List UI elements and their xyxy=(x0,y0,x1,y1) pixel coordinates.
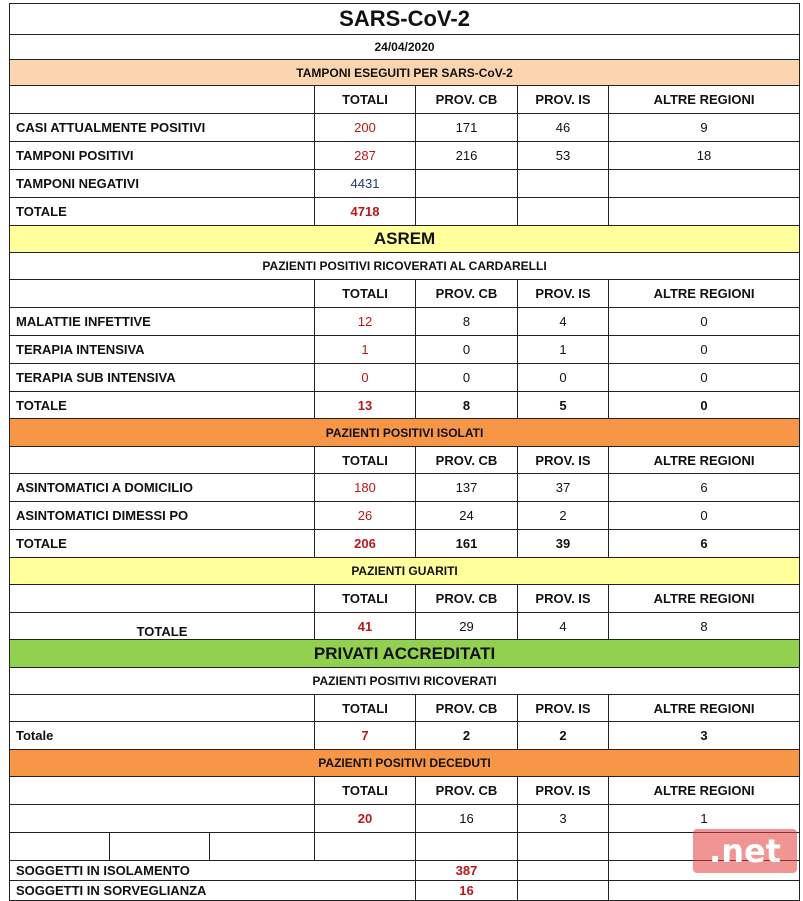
value-is: 1 xyxy=(518,336,609,364)
value-totali: 7 xyxy=(315,722,416,750)
value-totali: 20 xyxy=(315,805,416,833)
value-altre: 6 xyxy=(609,530,800,558)
value-is: 5 xyxy=(518,392,609,419)
value-cb: 137 xyxy=(416,474,518,502)
row-label: TAMPONI NEGATIVI xyxy=(10,170,315,198)
value-cb: 0 xyxy=(416,336,518,364)
value-cb: 24 xyxy=(416,502,518,530)
value-cb: 8 xyxy=(416,308,518,336)
table-row xyxy=(10,502,800,530)
isolati-column-headers xyxy=(10,447,800,474)
table-row xyxy=(10,613,800,640)
value-cb xyxy=(416,170,518,198)
value-is: 0 xyxy=(518,364,609,392)
col-header-totali: TOTALI xyxy=(315,585,416,613)
value-cb: 2 xyxy=(416,722,518,750)
value-cb: 216 xyxy=(416,142,518,170)
tamponi-heading-row xyxy=(10,60,800,86)
value-cb: 8 xyxy=(416,392,518,419)
value-altre: 0 xyxy=(609,502,800,530)
title-row xyxy=(10,4,800,35)
footer-row xyxy=(10,861,800,881)
guariti-column-headers xyxy=(10,585,800,613)
value-altre: 0 xyxy=(609,364,800,392)
row-label: TOTALE xyxy=(10,198,315,226)
table-row xyxy=(10,474,800,502)
value-altre: 8 xyxy=(609,613,800,640)
col-header-totali: TOTALI xyxy=(315,280,416,308)
privati-heading: PRIVATI ACCREDITATI xyxy=(10,640,800,668)
table-row xyxy=(10,530,800,558)
col-header-totali: TOTALI xyxy=(315,447,416,474)
value-totali: 1 xyxy=(315,336,416,364)
table-row xyxy=(10,364,800,392)
value-totali: 4431 xyxy=(315,170,416,198)
value-is: 37 xyxy=(518,474,609,502)
col-header-altre: ALTRE REGIONI xyxy=(609,585,800,613)
covid-report-table xyxy=(9,3,800,901)
col-header-altre: ALTRE REGIONI xyxy=(609,86,800,114)
table-row xyxy=(10,336,800,364)
asrem-column-headers xyxy=(10,280,800,308)
row-label: Totale xyxy=(10,722,315,750)
value-cb: 29 xyxy=(416,613,518,640)
site-watermark: .net xyxy=(693,829,797,873)
value-cb: 161 xyxy=(416,530,518,558)
value-totali: 4718 xyxy=(315,198,416,226)
isolati-heading-row xyxy=(10,419,800,447)
row-label: TOTALE xyxy=(10,392,315,419)
value-is: 4 xyxy=(518,613,609,640)
tamponi-heading: TAMPONI ESEGUITI PER SARS-CoV-2 xyxy=(10,60,800,86)
guariti-heading-row xyxy=(10,558,800,585)
col-header-totali: TOTALI xyxy=(315,777,416,805)
value-totali: 200 xyxy=(315,114,416,142)
value-is: 2 xyxy=(518,722,609,750)
value-altre: 6 xyxy=(609,474,800,502)
col-header-is: PROV. IS xyxy=(518,695,609,722)
value-is: 53 xyxy=(518,142,609,170)
col-header-altre: ALTRE REGIONI xyxy=(609,280,800,308)
value-is: 3 xyxy=(518,805,609,833)
value-altre: 3 xyxy=(609,722,800,750)
row-label: ASINTOMATICI A DOMICILIO xyxy=(10,474,315,502)
col-header-totali: TOTALI xyxy=(315,86,416,114)
col-header-cb: PROV. CB xyxy=(416,777,518,805)
deceduti-heading: PAZIENTI POSITIVI DECEDUTI xyxy=(10,750,800,777)
row-label: MALATTIE INFETTIVE xyxy=(10,308,315,336)
table-row xyxy=(10,722,800,750)
value-altre xyxy=(609,170,800,198)
col-header-is: PROV. IS xyxy=(518,280,609,308)
col-header-cb: PROV. CB xyxy=(416,695,518,722)
row-label: TERAPIA INTENSIVA xyxy=(10,336,315,364)
isolati-heading: PAZIENTI POSITIVI ISOLATI xyxy=(10,419,800,447)
row-label: TOTALE xyxy=(10,613,315,640)
privati-column-headers xyxy=(10,695,800,722)
value-is: 4 xyxy=(518,308,609,336)
value-totali: 287 xyxy=(315,142,416,170)
col-header-is: PROV. IS xyxy=(518,447,609,474)
table-row xyxy=(10,805,800,833)
row-label: CASI ATTUALMENTE POSITIVI xyxy=(10,114,315,142)
report-title: SARS-CoV-2 xyxy=(10,4,800,35)
value-cb: 0 xyxy=(416,364,518,392)
col-header-is: PROV. IS xyxy=(518,585,609,613)
asrem-heading: ASREM xyxy=(10,226,800,253)
value-totali: 206 xyxy=(315,530,416,558)
value-totali: 0 xyxy=(315,364,416,392)
col-header-totali: TOTALI xyxy=(315,695,416,722)
value-altre: 0 xyxy=(609,336,800,364)
value-is: 46 xyxy=(518,114,609,142)
row-label: ASINTOMATICI DIMESSI PO xyxy=(10,502,315,530)
value-altre: 9 xyxy=(609,114,800,142)
row-label: TAMPONI POSITIVI xyxy=(10,142,315,170)
value-altre: 18 xyxy=(609,142,800,170)
value-cb: 16 xyxy=(416,805,518,833)
privati-subheading: PAZIENTI POSITIVI RICOVERATI xyxy=(10,668,800,695)
col-header-altre: ALTRE REGIONI xyxy=(609,777,800,805)
footer-value: 387 xyxy=(416,861,518,881)
value-totali: 12 xyxy=(315,308,416,336)
value-is xyxy=(518,198,609,226)
table-row xyxy=(10,308,800,336)
deceduti-heading-row xyxy=(10,750,800,777)
footer-label: SOGGETTI IN ISOLAMENTO xyxy=(10,861,416,881)
footer-row xyxy=(10,881,800,901)
table-row xyxy=(10,198,800,226)
value-is: 39 xyxy=(518,530,609,558)
table-row xyxy=(10,114,800,142)
col-header-cb: PROV. CB xyxy=(416,447,518,474)
date-row xyxy=(10,35,800,60)
value-altre xyxy=(609,198,800,226)
col-header-altre: ALTRE REGIONI xyxy=(609,447,800,474)
asrem-heading-row xyxy=(10,226,800,253)
value-totali: 26 xyxy=(315,502,416,530)
value-totali: 41 xyxy=(315,613,416,640)
col-header-is: PROV. IS xyxy=(518,777,609,805)
value-cb xyxy=(416,198,518,226)
value-totali: 13 xyxy=(315,392,416,419)
value-totali: 180 xyxy=(315,474,416,502)
footer-value: 16 xyxy=(416,881,518,901)
value-is xyxy=(518,170,609,198)
table-row xyxy=(10,392,800,419)
privati-subheading-row xyxy=(10,668,800,695)
row-label: TOTALE xyxy=(10,530,315,558)
footer-label: SOGGETTI IN SORVEGLIANZA xyxy=(10,881,416,901)
value-altre: 1 xyxy=(609,805,800,833)
empty-row xyxy=(10,833,800,861)
table-row xyxy=(10,142,800,170)
col-header-cb: PROV. CB xyxy=(416,280,518,308)
report-date: 24/04/2020 xyxy=(10,35,800,60)
col-header-cb: PROV. CB xyxy=(416,585,518,613)
col-header-cb: PROV. CB xyxy=(416,86,518,114)
privati-heading-row xyxy=(10,640,800,668)
guariti-heading: PAZIENTI GUARITI xyxy=(10,558,800,585)
deceduti-column-headers xyxy=(10,777,800,805)
asrem-subheading-row xyxy=(10,253,800,280)
col-header-altre: ALTRE REGIONI xyxy=(609,695,800,722)
value-altre: 0 xyxy=(609,308,800,336)
table-row xyxy=(10,170,800,198)
tamponi-column-headers xyxy=(10,86,800,114)
value-cb: 171 xyxy=(416,114,518,142)
value-altre: 0 xyxy=(609,392,800,419)
asrem-subheading: PAZIENTI POSITIVI RICOVERATI AL CARDARELLI xyxy=(10,253,800,280)
col-header-is: PROV. IS xyxy=(518,86,609,114)
value-is: 2 xyxy=(518,502,609,530)
row-label: TERAPIA SUB INTENSIVA xyxy=(10,364,315,392)
